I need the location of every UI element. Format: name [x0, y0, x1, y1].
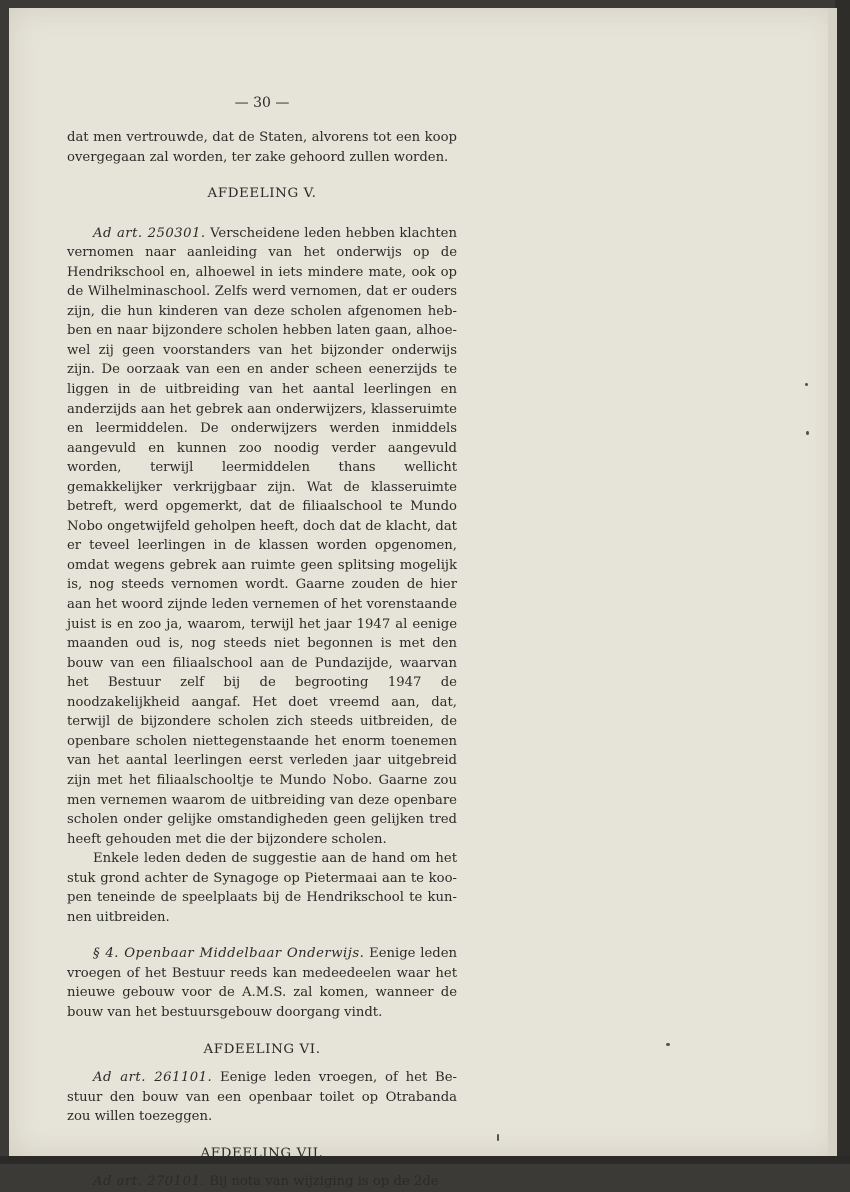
article-reference: Ad art. 270101.: [93, 1174, 206, 1190]
paragraph-text: Eenige leden vroegen of het Bestuur reeds kan medeedeelen waar het nieuwe gebouw voor de A.M.S. zal komen, wanneer de bouw van het bestuursgebouw doorgang vindt.: [67, 946, 457, 1020]
article-reference: Ad art. 250301.: [93, 225, 206, 241]
paragraph-text: Bij nota van wijziging is op de 2de: [205, 1174, 439, 1190]
page-number: — 30 —: [234, 95, 290, 111]
section-v-paragraph-2: Enkele leden deden de suggestie aan de hand om het stuk grond achter de Synagoge op Pietermaai aan te koopen teneinde de speelplaats bij de Hendrikschool te kunnen uitbreiden.: [67, 851, 457, 925]
section-heading-v: AFDEELING V.: [207, 186, 317, 202]
margin-speck: [805, 383, 808, 386]
margin-speck: [666, 1043, 670, 1046]
paragraph-reference: § 4. Openbaar Middelbaar Onderwijs.: [93, 946, 365, 962]
paragraph-text: Verscheidene leden hebben klachten vernomen naar aanleiding van het onderwijs op de Hendrikschool en, alhoewel in iets mindere mate, ook op de Wilhelminaschool. Zelfs werd vernomen, dat er ouders zijn, die hun kinderen van deze scholen afgenomen hebben en naar bijzondere scholen hebben laten gaan, alhoewel zij geen voorstanders van het bijzonder onderwijs zijn. De oorzaak van een en ander scheen eenerzijds te liggen in de uitbreiding van het aantal leerlingen en anderzijds aan het gebrek aan onderwijzers, klasseruimte en leermiddelen. De onderwijzers werden inmiddels aangevuld en kunnen zoo noodig verder aangevuld worden, terwijl leermiddelen thans wellicht gemakkelijker verkrijgbaar zijn. Wat de klasseruimte betreft, werd opgemerkt, dat de filiaalschool te Mundo Nobo ongetwijfeld geholpen heeft, doch dat de klacht, dat er teveel leerlingen in de klassen worden opgenomen, omdat wegens gebrek aan ruimte geen splitsing mogelijk is, nog steeds vernomen wordt. Gaarne zouden de hier aan het woord zijnde leden vernemen of het vorenstaande juist is en zoo ja, waarom, terwijl het jaar 1947 al eenige maanden oud is, nog steeds niet begonnen is met den bouw van een filiaalschool aan de Pundazijde, waarvan het Bestuur zelf bij de begrooting 1947 de noodzakelijkheid aangaf. Het doet vreemd aan, dat, terwijl de bijzondere scholen zich steeds uitbreiden, de openbare scholen niettegenstaande het enorm toenemen van het aantal leerlingen eerst verleden jaar uitgebreid zijn met het filiaalschooltje te Mundo Nobo. Gaarne zou men vernemen waarom de uitbreiding van deze openbare scholen onder gelijke omstandigheden geen gelijken tred heeft gehouden met die der bijzondere scholen.: [67, 225, 457, 847]
text-column: [67, 94, 457, 1192]
margin-speck: [806, 431, 809, 435]
section-v-paragraph: [67, 224, 457, 850]
section-vii-paragraph: [67, 1172, 457, 1192]
scanner-background-right: [835, 0, 850, 1164]
section-vi-paragraph: [67, 1068, 457, 1127]
page-edge: [828, 8, 837, 1156]
paragraph-4: [67, 944, 457, 1022]
article-reference: Ad art. 261101.: [93, 1070, 213, 1086]
paragraph-text: Eenige leden vroegen, of het Bestuur den bouw van een openbaar toilet op Otrabanda zou willen toezeggen.: [67, 1070, 457, 1125]
section-heading-vi: AFDEELING VI.: [203, 1041, 321, 1057]
margin-speck: [497, 1134, 499, 1141]
section-heading-vii: AFDEELING VII.: [200, 1145, 324, 1161]
intro-paragraph: dat men vertrouwde, dat de Staten, alvorens tot een koop overgegaan zal worden, ter zake gehoord zullen worden.: [67, 130, 457, 165]
